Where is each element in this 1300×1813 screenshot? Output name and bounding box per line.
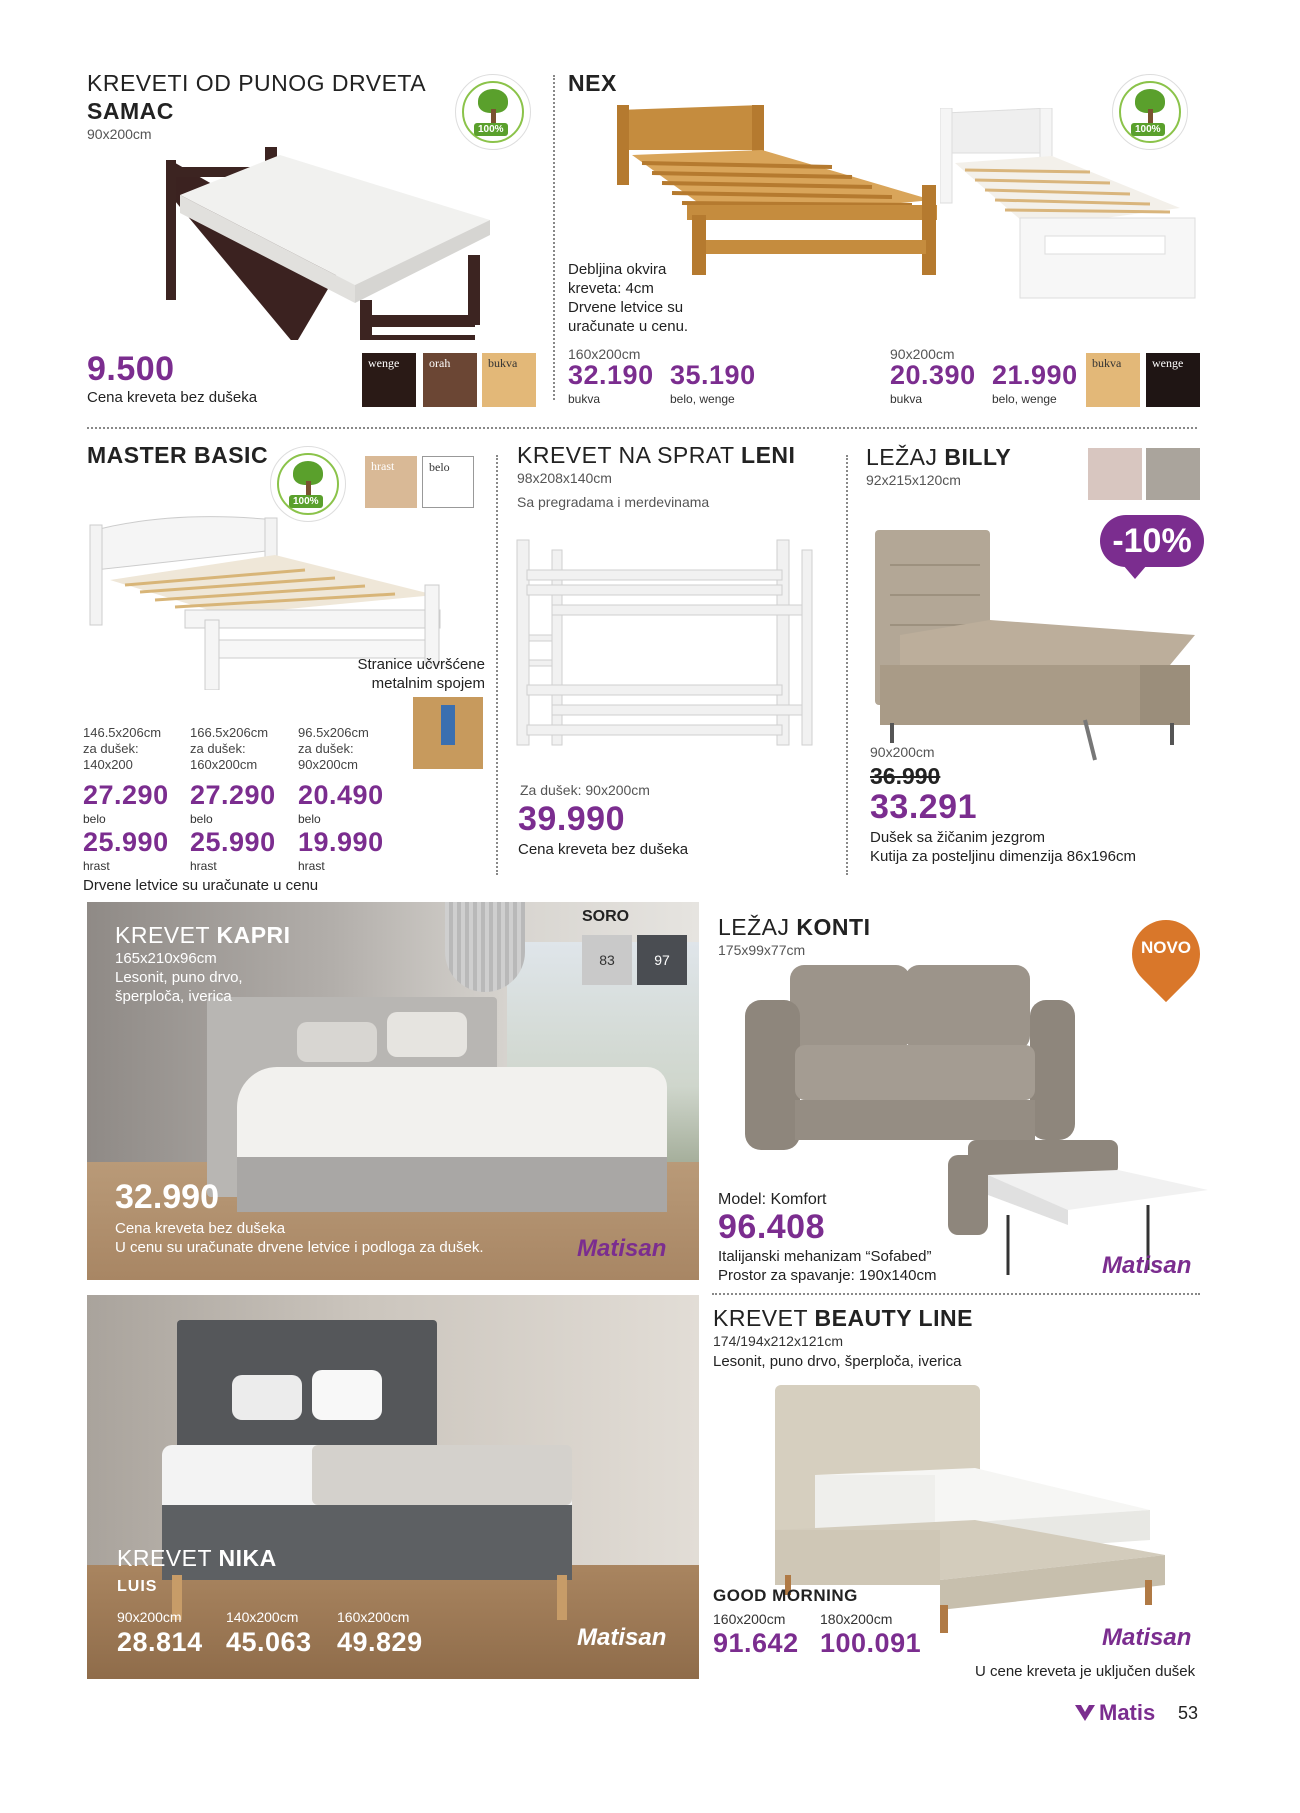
master-footer-note: Drvene letvice su uračunate u cenu — [83, 877, 319, 894]
divider — [846, 455, 848, 875]
samac-dimensions: 90x200cm — [87, 126, 152, 142]
konti-price: 96.408 — [718, 1208, 825, 1246]
swatch-billy-rose — [1088, 448, 1142, 500]
billy-bed-image — [870, 525, 1200, 765]
leni-note: Cena kreveta bez dušeka — [518, 841, 689, 858]
kapri-title: KREVET KAPRI — [115, 922, 291, 948]
beauty-mattress: GOOD MORNING — [713, 1586, 858, 1605]
master-price-belo-3: 20.490 — [298, 780, 384, 810]
nex-dim-90: 90x200cm — [890, 346, 955, 362]
fabric-swatch-97: 97 — [637, 935, 687, 985]
discount-badge: -10% — [1100, 515, 1204, 567]
beauty-description: Lesonit, puno drvo, šperploča, iverica — [713, 1353, 962, 1370]
fabric-swatch-83: 83 — [582, 935, 632, 985]
master-joint-photo — [413, 697, 483, 769]
master-eco-badge: 100% — [270, 446, 346, 522]
master-price-hrast-1: 25.990 — [83, 827, 169, 857]
master-price-belo-2: 27.290 — [190, 780, 276, 810]
swatch-wenge: wenge — [1146, 353, 1200, 407]
billy-dimensions: 92x215x120cm — [866, 472, 961, 488]
master-price-hrast-3: 19.990 — [298, 827, 384, 857]
nex-eco-badge: 100% — [1112, 74, 1188, 150]
divider — [496, 455, 498, 875]
samac-name: SAMAC — [87, 98, 174, 124]
swatch-bukva: bukva — [1086, 353, 1140, 407]
nex-price-belo-160: 35.190 — [670, 360, 756, 390]
konti-dimensions: 175x99x77cm — [718, 942, 806, 958]
konti-model: Model: Komfort — [718, 1191, 827, 1208]
beauty-price-160: 91.642 — [713, 1628, 799, 1658]
samac-title-bold — [87, 98, 174, 125]
nex-price-bukva-90: 20.390 — [890, 360, 976, 390]
eco-badge-label: 100% — [474, 123, 508, 136]
billy-size: 90x200cm — [870, 744, 935, 760]
nex-description: Debljina okvira kreveta: 4cm Drvene letvice su uračunate u cenu. — [568, 261, 689, 335]
nex-title: NEX — [568, 70, 617, 96]
samac-price: 9.500 — [87, 350, 175, 388]
matisan-logo: Matisan — [1102, 1252, 1192, 1279]
matis-logo: Matis — [1075, 1700, 1155, 1726]
leni-title: KREVET NA SPRAT LENI — [517, 442, 796, 468]
kapri-notes: Cena kreveta bez dušeka U cenu su uračunate drvene letvice i podloga za dušek. — [115, 1220, 484, 1256]
nika-price-140: 45.063 — [226, 1627, 312, 1657]
master-side-note: Stranice učvršćene metalnim spojem — [357, 656, 485, 692]
beauty-title: KREVET BEAUTY LINE — [713, 1305, 973, 1331]
nika-mattress: LUIS — [117, 1578, 158, 1595]
swatch-orah: orah — [423, 353, 477, 407]
leni-subtitle: Sa pregradama i merdevinama — [517, 494, 710, 510]
matisan-logo: Matisan — [577, 1235, 667, 1262]
samac-title — [87, 70, 426, 97]
samac-note: Cena kreveta bez dušeka — [87, 389, 258, 406]
billy-price: 33.291 — [870, 788, 977, 826]
swatch-belo: belo — [422, 456, 474, 508]
leni-mattress-size: Za dušek: 90x200cm — [520, 782, 650, 798]
nika-title: KREVET NIKA — [117, 1545, 277, 1571]
matisan-logo: Matisan — [1102, 1624, 1192, 1651]
master-price-hrast-2: 25.990 — [190, 827, 276, 857]
leni-price: 39.990 — [518, 800, 625, 838]
nex-price-bukva-160: 32.190 — [568, 360, 654, 390]
beauty-dimensions: 174/194x212x121cm — [713, 1333, 843, 1349]
new-badge-label: NOVO — [1140, 938, 1192, 957]
swatch-bukva: bukva — [482, 353, 536, 407]
divider — [553, 75, 555, 400]
swatch-billy-grey — [1146, 448, 1200, 500]
konti-title: LEŽAJ KONTI — [718, 914, 871, 940]
beauty-price-180: 100.091 — [820, 1628, 922, 1658]
page-number: 53 — [1178, 1703, 1199, 1723]
leni-bunk-bed-image — [512, 535, 822, 750]
nika-price-90: 28.814 — [117, 1627, 203, 1657]
billy-title: LEŽAJ BILLY — [866, 444, 1012, 470]
kapri-info: 165x210x96cm Lesonit, puno drvo, šperploča, iverica — [115, 950, 243, 1005]
nex-price-belo-90: 21.990 — [992, 360, 1078, 390]
matis-logo-icon — [1075, 1703, 1095, 1723]
swatch-hrast: hrast — [365, 456, 417, 508]
kapri-price: 32.990 — [115, 1178, 219, 1216]
master-col-3: 96.5x206cm za dušek: 90x200cm — [298, 725, 369, 772]
master-title: MASTER BASIC — [87, 442, 269, 468]
samac-bed-image — [160, 135, 515, 340]
billy-notes: Dušek sa žičanim jezgrom Kutija za posteljinu dimenzija 86x196cm — [870, 829, 1136, 865]
beauty-note: U cene kreveta je uključen dušek — [975, 1663, 1196, 1680]
nex-bed-image-wood — [612, 105, 942, 275]
konti-sofa-image — [740, 960, 1080, 1160]
samac-title-light: KREVETI OD PUNOG DRVETA — [87, 70, 427, 96]
soro-title: SORO — [582, 908, 630, 925]
nex-dim-160: 160x200cm — [568, 346, 641, 362]
leni-dimensions: 98x208x140cm — [517, 470, 612, 486]
konti-notes: Italijanski mehanizam “Sofabed” Prostor za spavanje: 190x140cm — [718, 1248, 937, 1284]
divider — [87, 427, 1197, 429]
matisan-logo: Matisan — [577, 1624, 667, 1651]
nika-price-160: 49.829 — [337, 1627, 423, 1657]
billy-old-price: 36.990 — [870, 763, 941, 789]
master-col-2: 166.5x206cm za dušek: 160x200cm — [190, 725, 269, 772]
master-price-belo-1: 27.290 — [83, 780, 169, 810]
swatch-wenge: wenge — [362, 353, 416, 407]
divider — [712, 1293, 1200, 1295]
master-col-1: 146.5x206cm za dušek: 140x200 — [83, 725, 162, 772]
